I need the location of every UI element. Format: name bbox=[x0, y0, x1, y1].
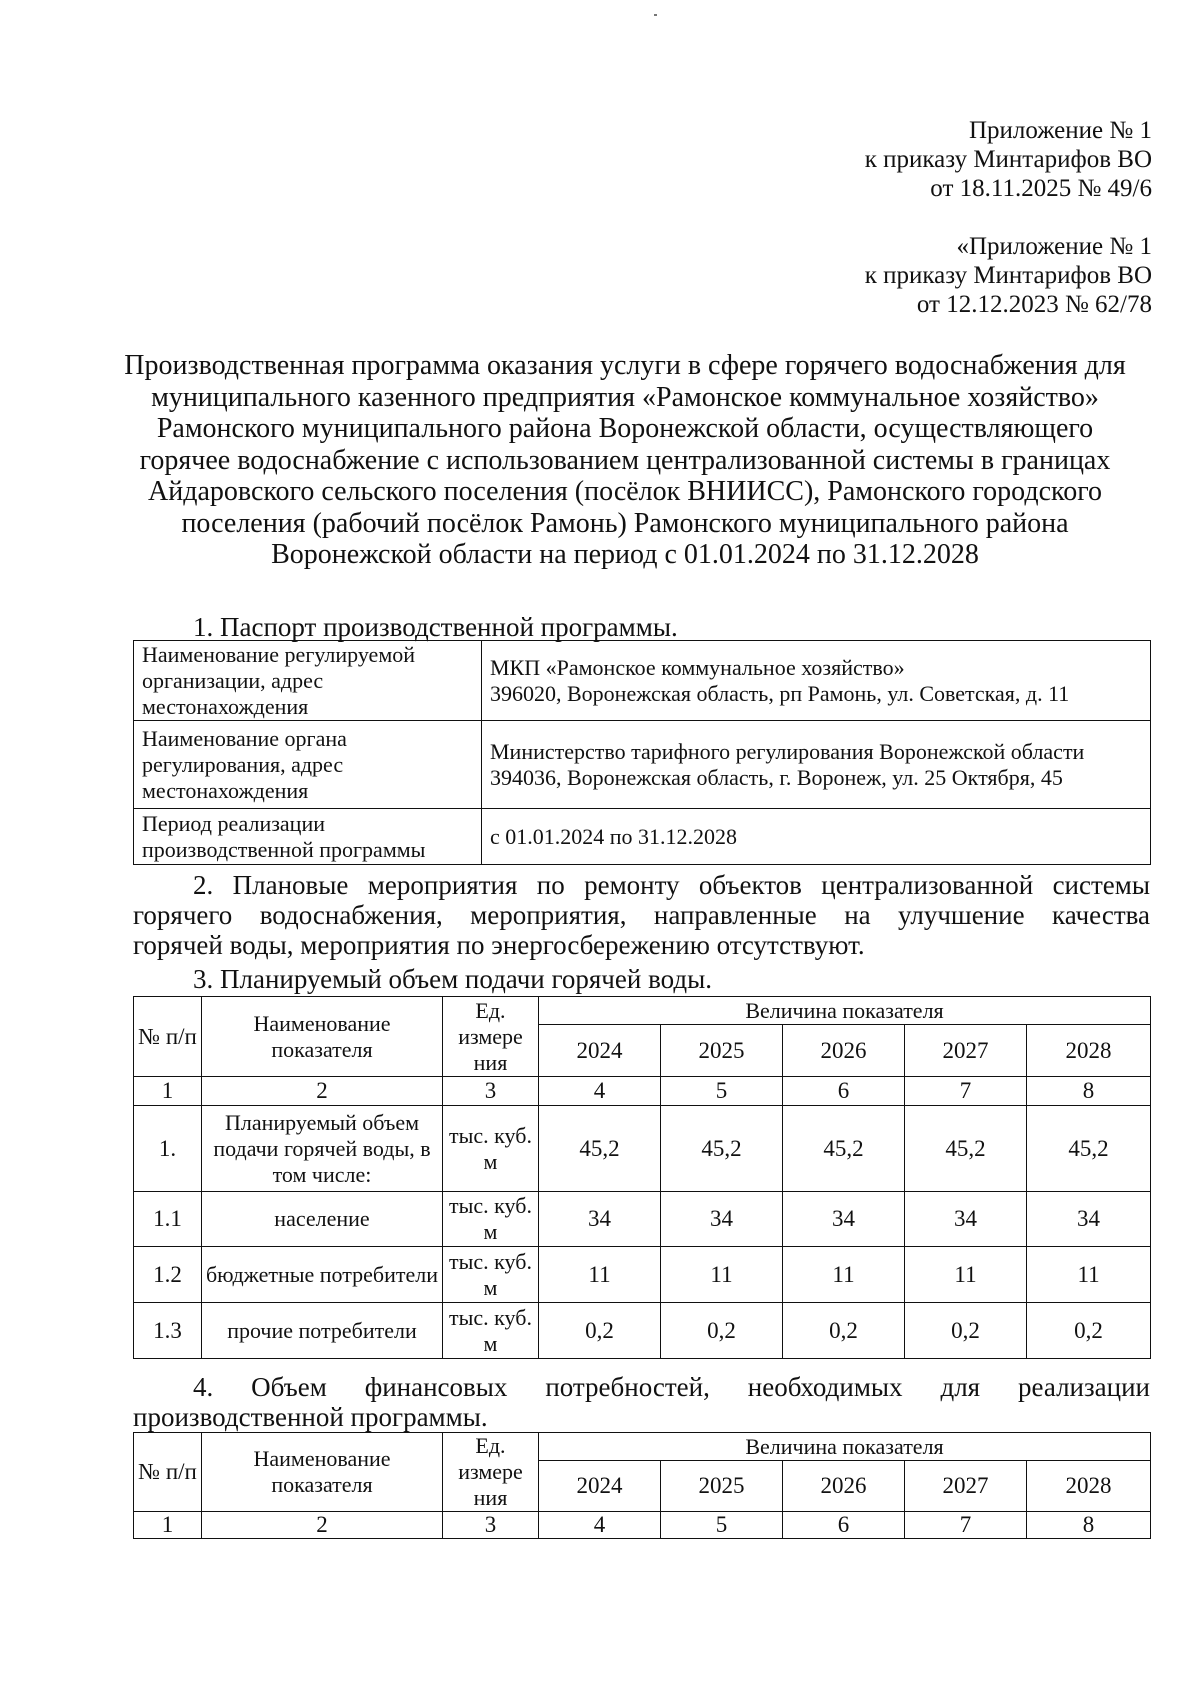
index-cell: 1 bbox=[134, 1512, 202, 1539]
row-value: 11 bbox=[905, 1247, 1027, 1303]
financial-needs-table bbox=[133, 1432, 1151, 1539]
row-unit: тыс. куб. м bbox=[443, 1192, 539, 1247]
appendix-current-order bbox=[865, 116, 1152, 203]
appendix-line: от 12.12.2023 № 62/78 bbox=[916, 291, 1152, 318]
appendix-line: «Приложение № 1 bbox=[956, 233, 1152, 260]
header-num: № п/п bbox=[134, 997, 202, 1077]
passport-value-line: Министерство тарифного регулирования Воронежской области bbox=[490, 738, 1085, 764]
row-value: 11 bbox=[661, 1247, 783, 1303]
table-header-row bbox=[134, 997, 1151, 1025]
index-cell: 8 bbox=[1027, 1077, 1151, 1106]
header-year: 2024 bbox=[539, 1461, 661, 1512]
appendix-line: Приложение № 1 bbox=[968, 117, 1152, 144]
row-value: 34 bbox=[783, 1192, 905, 1247]
row-value: 0,2 bbox=[783, 1303, 905, 1359]
table-row bbox=[134, 721, 1151, 809]
table-row bbox=[134, 1247, 1151, 1303]
paragraph-line: 4. Объем финансовых потребностей, необходимых для реализации bbox=[193, 1372, 1150, 1402]
passport-value bbox=[482, 641, 1151, 721]
index-cell: 3 bbox=[443, 1512, 539, 1539]
row-value: 11 bbox=[539, 1247, 661, 1303]
row-value: 45,2 bbox=[1027, 1106, 1151, 1192]
passport-value bbox=[482, 809, 1151, 865]
row-value: 34 bbox=[661, 1192, 783, 1247]
row-value: 34 bbox=[1027, 1192, 1151, 1247]
title-line: Рамонского муниципального района Воронежской области, осуществляющего bbox=[156, 413, 1094, 444]
row-unit: тыс. куб. м bbox=[443, 1303, 539, 1359]
row-value: 11 bbox=[783, 1247, 905, 1303]
section3-heading: 3. Планируемый объем подачи горячей воды. bbox=[193, 964, 712, 994]
appendix-line: к приказу Минтарифов ВО bbox=[864, 262, 1152, 289]
hot-water-volume-table bbox=[133, 996, 1151, 1359]
row-value: 45,2 bbox=[783, 1106, 905, 1192]
index-cell: 3 bbox=[443, 1077, 539, 1106]
header-year: 2025 bbox=[661, 1025, 783, 1077]
header-name: Наименование показателя bbox=[202, 997, 443, 1077]
table-row bbox=[134, 1192, 1151, 1247]
header-year: 2025 bbox=[661, 1461, 783, 1512]
table-row bbox=[134, 641, 1151, 721]
row-value: 0,2 bbox=[539, 1303, 661, 1359]
paragraph-line: горячей воды, мероприятия по энергосбережению отсутствуют. bbox=[133, 930, 865, 960]
passport-value bbox=[482, 721, 1151, 809]
paragraph-line: производственной программы. bbox=[133, 1402, 488, 1432]
row-value: 11 bbox=[1027, 1247, 1151, 1303]
row-num: 1.3 bbox=[134, 1303, 202, 1359]
table-row bbox=[134, 1303, 1151, 1359]
index-cell: 7 bbox=[905, 1077, 1027, 1106]
header-value-group: Величина показателя bbox=[539, 997, 1151, 1025]
section2-paragraph bbox=[133, 870, 1150, 960]
row-value: 34 bbox=[539, 1192, 661, 1247]
row-num: 1.1 bbox=[134, 1192, 202, 1247]
header-year: 2027 bbox=[905, 1025, 1027, 1077]
passport-label: Наименование органа регулирования, адрес местонахождения bbox=[134, 721, 482, 809]
paragraph-line: горячего водоснабжения, мероприятия, направленные на улучшение качества bbox=[133, 900, 1150, 930]
header-year: 2026 bbox=[783, 1461, 905, 1512]
header-year: 2027 bbox=[905, 1461, 1027, 1512]
title-line: Айдаровского сельского поселения (посёлок ВНИИСС), Рамонского городского bbox=[148, 476, 1102, 507]
title-line: Воронежской области на период с 01.01.2024 по 31.12.2028 bbox=[271, 539, 979, 570]
row-num: 1.2 bbox=[134, 1247, 202, 1303]
passport-value-line: 396020, Воронежская область, рп Рамонь, ул. Советская, д. 11 bbox=[490, 680, 1070, 706]
index-cell: 5 bbox=[661, 1512, 783, 1539]
document-title bbox=[100, 350, 1150, 571]
header-name: Наименование показателя bbox=[202, 1433, 443, 1512]
header-year: 2028 bbox=[1027, 1461, 1151, 1512]
index-cell: 5 bbox=[661, 1077, 783, 1106]
header-year: 2026 bbox=[783, 1025, 905, 1077]
appendix-line: от 18.11.2025 № 49/6 bbox=[930, 175, 1152, 202]
table-header-row bbox=[134, 1433, 1151, 1461]
passport-label: Наименование регулируемой организации, адрес местонахождения bbox=[134, 641, 482, 721]
row-unit: тыс. куб. м bbox=[443, 1247, 539, 1303]
row-name: население bbox=[202, 1192, 443, 1247]
table-index-row bbox=[134, 1512, 1151, 1539]
index-cell: 4 bbox=[539, 1077, 661, 1106]
section4-paragraph bbox=[133, 1372, 1150, 1432]
header-num: № п/п bbox=[134, 1433, 202, 1512]
index-cell: 2 bbox=[202, 1512, 443, 1539]
row-name: Планируемый объем подачи горячей воды, в том числе: bbox=[202, 1106, 443, 1192]
row-value: 0,2 bbox=[905, 1303, 1027, 1359]
section1-heading: 1. Паспорт производственной программы. bbox=[193, 612, 678, 642]
passport-value-line: МКП «Рамонское коммунальное хозяйство» bbox=[490, 654, 905, 680]
table-row bbox=[134, 809, 1151, 865]
index-cell: 1 bbox=[134, 1077, 202, 1106]
index-cell: 4 bbox=[539, 1512, 661, 1539]
table-row bbox=[134, 1106, 1151, 1192]
row-name: прочие потребители bbox=[202, 1303, 443, 1359]
passport-label: Период реализации производственной программы bbox=[134, 809, 482, 865]
row-value: 45,2 bbox=[905, 1106, 1027, 1192]
passport-value-line: 394036, Воронежская область, г. Воронеж, ул. 25 Октября, 45 bbox=[490, 764, 1063, 790]
row-value: 0,2 bbox=[1027, 1303, 1151, 1359]
passport-table bbox=[133, 640, 1151, 865]
header-unit: Ед. измере ния bbox=[443, 997, 539, 1077]
header-year: 2028 bbox=[1027, 1025, 1151, 1077]
header-year: 2024 bbox=[539, 1025, 661, 1077]
row-value: 0,2 bbox=[661, 1303, 783, 1359]
title-line: горячее водоснабжение с использованием централизованной системы в границах bbox=[139, 444, 1111, 476]
header-value-group: Величина показателя bbox=[539, 1433, 1151, 1461]
paragraph-line: 2. Плановые мероприятия по ремонту объектов централизованной системы bbox=[193, 870, 1150, 900]
row-name: бюджетные потребители bbox=[202, 1247, 443, 1303]
table-index-row bbox=[134, 1077, 1151, 1106]
index-cell: 6 bbox=[783, 1077, 905, 1106]
index-cell: 2 bbox=[202, 1077, 443, 1106]
title-line: Производственная программа оказания услуги в сфере горячего водоснабжения для bbox=[124, 350, 1126, 381]
header-unit: Ед. измере ния bbox=[443, 1433, 539, 1512]
row-value: 45,2 bbox=[661, 1106, 783, 1192]
appendix-line: к приказу Минтарифов ВО bbox=[864, 146, 1152, 173]
row-unit: тыс. куб. м bbox=[443, 1106, 539, 1192]
title-line: муниципального казенного предприятия «Рамонское коммунальное хозяйство» bbox=[151, 381, 1099, 413]
passport-value-line: с 01.01.2024 по 31.12.2028 bbox=[490, 823, 738, 849]
index-cell: 7 bbox=[905, 1512, 1027, 1539]
index-cell: 8 bbox=[1027, 1512, 1151, 1539]
row-num: 1. bbox=[134, 1106, 202, 1192]
scan-dot bbox=[654, 14, 657, 16]
title-line: поселения (рабочий посёлок Рамонь) Рамонского муниципального района bbox=[181, 507, 1069, 539]
appendix-previous-order bbox=[865, 232, 1152, 319]
row-value: 45,2 bbox=[539, 1106, 661, 1192]
index-cell: 6 bbox=[783, 1512, 905, 1539]
row-value: 34 bbox=[905, 1192, 1027, 1247]
